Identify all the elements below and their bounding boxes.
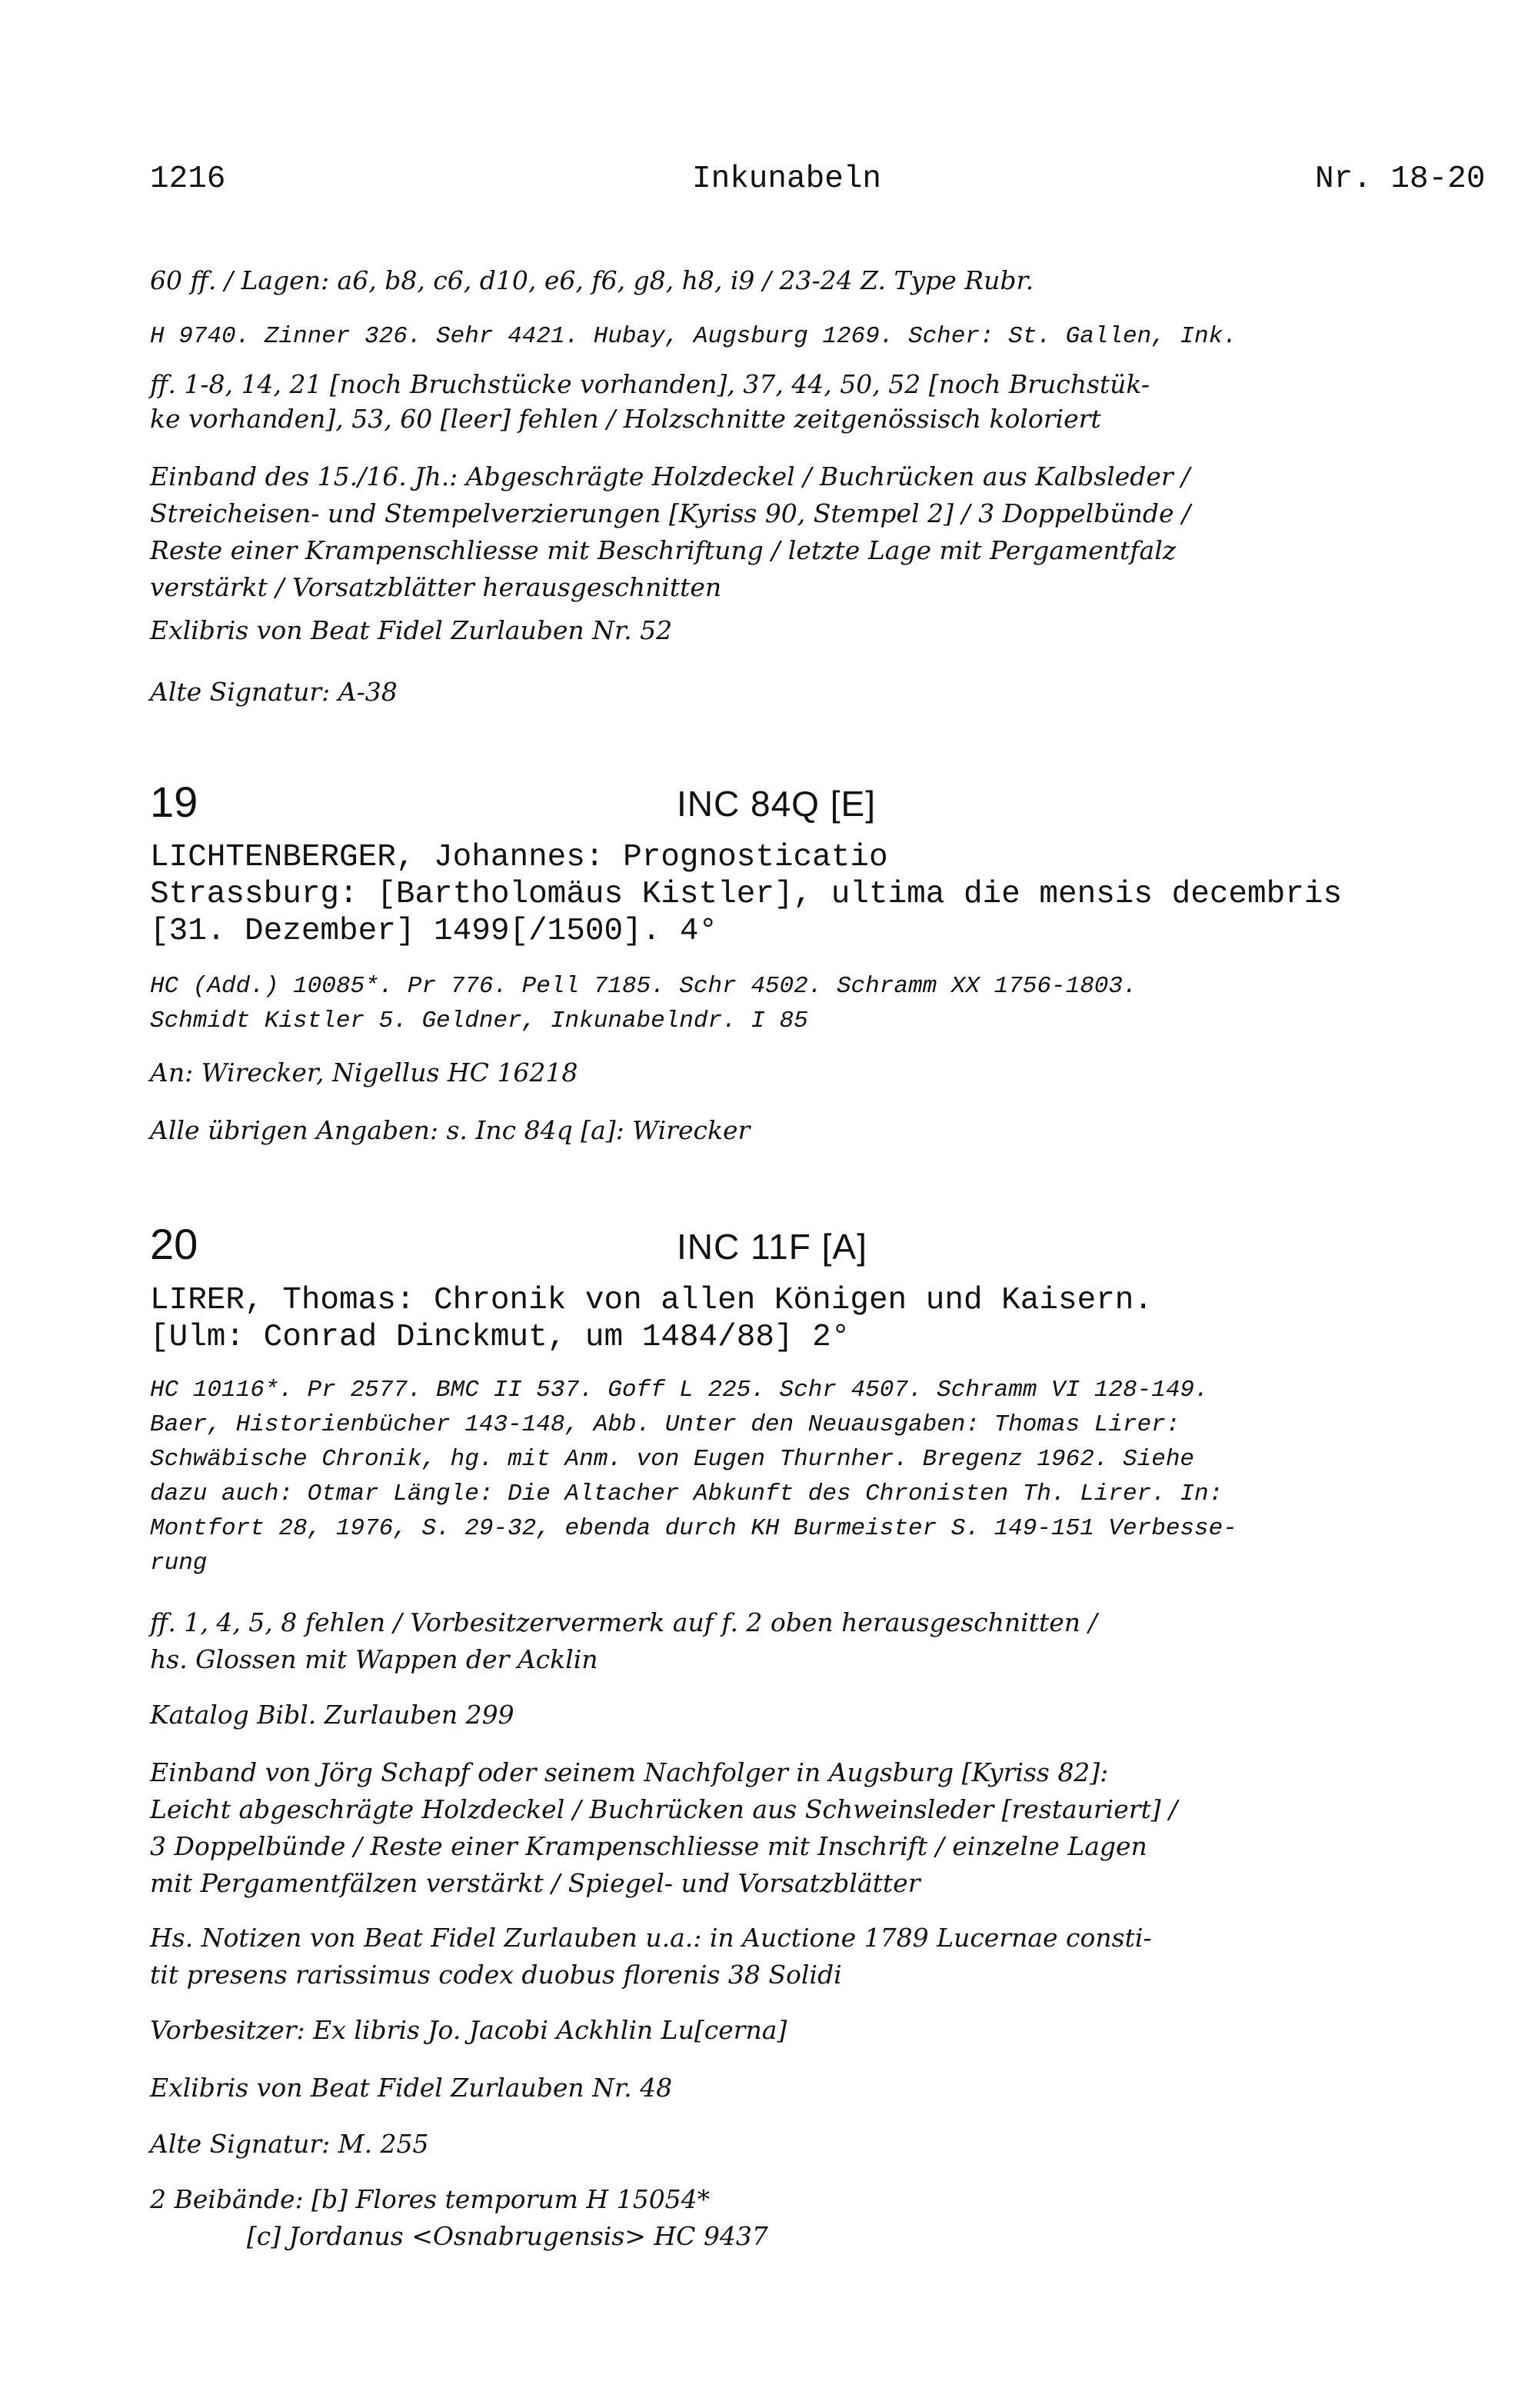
entry18-binding: Einband des 15./16. Jh.: Abgeschrägte Holzdeckel / Buchrücken aus Kalbsleder / (150, 461, 1190, 491)
entry20-refs: Montfort 28, 1976, S. 29-32, ebenda durch KH Burmeister S. 149-151 Verbesse- (150, 1515, 1237, 1542)
entry20-binding: Leicht abgeschrägte Holzdeckel / Buchrücken aus Schweinsleder [restauriert] / (150, 1794, 1178, 1824)
entry20-note: ff. 1, 4, 5, 8 fehlen / Vorbesitzervermerk auf f. 2 oben herausgeschnitten / (150, 1607, 1097, 1637)
entry18-binding: Streicheisen- und Stempelverzierungen [Kyriss 90, Stempel 2] / 3 Doppelbünde / (150, 498, 1191, 528)
entry20-binding: 3 Doppelbünde / Reste einer Krampenschliesse mit Inschrift / einzelne Lagen (150, 1831, 1147, 1861)
entry19-imprint: Strassburg: [Bartholomäus Kistler], ultima die mensis decembris (150, 877, 1343, 912)
entry20-number: 20 (150, 1220, 198, 1268)
entry19-number: 19 (150, 778, 198, 826)
entry20-catalog: Katalog Bibl. Zurlauben 299 (150, 1700, 514, 1730)
entry19-other-details: Alle übrigen Angaben: s. Inc 84q [a]: Wirecker (150, 1115, 751, 1145)
entry19-refs: Schmidt Kistler 5. Geldner, Inkunabelndr. I 85 (150, 1007, 808, 1034)
entry20-old-shelfmark: Alte Signatur: M. 255 (150, 2129, 429, 2159)
entry20-author-title: LIRER, Thomas: Chronik von allen Königen und Kaisern. (150, 1283, 1154, 1318)
entry18-exlibris: Exlibris von Beat Fidel Zurlauben Nr. 52 (150, 615, 673, 645)
entry20-refs: dazu auch: Otmar Längle: Die Altacher Abkunft des Chronisten Th. Lirer. In: (150, 1480, 1223, 1507)
entry20-manuscript-notes: tit presens rarissimus codex duobus florenis 38 Solidi (150, 1960, 842, 1990)
entry20-imprint: [Ulm: Conrad Dinckmut, um 1484/88] 2° (150, 1320, 851, 1355)
entry18-note: ke vorhanden], 53, 60 [leer] fehlen / Holzschnitte zeitgenössisch koloriert (150, 404, 1101, 434)
entry20-exlibris: Exlibris von Beat Fidel Zurlauben Nr. 48 (150, 2073, 673, 2103)
entry18-old-shelfmark: Alte Signatur: A-38 (150, 677, 398, 707)
entry20-call-number: INC 11F [A] (677, 1227, 867, 1267)
entry-range: Nr. 18-20 (1315, 162, 1486, 197)
entry19-author-title: LICHTENBERGER, Johannes: Prognosticatio (150, 840, 888, 875)
running-title: Inkunabeln (692, 162, 882, 197)
entry18-binding: Reste einer Krampenschliesse mit Beschriftung / letzte Lage mit Pergamentfalz (150, 535, 1177, 565)
entry20-bound-with: [c] Jordanus <Osnabrugensis> HC 9437 (150, 2221, 768, 2251)
entry18-refs: H 9740. Zinner 326. Sehr 4421. Hubay, Augsburg 1269. Scher: St. Gallen, Ink. (150, 323, 1237, 350)
entry20-provenance: Vorbesitzer: Ex libris Jo. Jacobi Ackhlin Lu[cerna] (150, 2015, 787, 2045)
entry18-collation: 60 ff. / Lagen: a6, b8, c6, d10, e6, f6, g8, h8, i9 / 23-24 Z. Type Rubr. (150, 265, 1034, 295)
entry20-refs: Baer, Historienbücher 143-148, Abb. Unter den Neuausgaben: Thomas Lirer: (150, 1411, 1180, 1438)
entry20-binding: Einband von Jörg Schapf oder seinem Nachfolger in Augsburg [Kyriss 82]: (150, 1757, 1109, 1787)
entry19-call-number: INC 84Q [E] (677, 784, 876, 824)
entry20-manuscript-notes: Hs. Notizen von Beat Fidel Zurlauben u.a.: in Auctione 1789 Lucernae consti- (150, 1923, 1152, 1953)
entry19-date: [31. Dezember] 1499[/1500]. 4° (150, 914, 718, 949)
entry18-note: ff. 1-8, 14, 21 [noch Bruchstücke vorhanden], 37, 44, 50, 52 [noch Bruchstük- (150, 369, 1150, 399)
entry20-refs: HC 10116*. Pr 2577. BMC II 537. Goff L 225. Schr 4507. Schramm VI 128-149. (150, 1377, 1209, 1404)
entry20-bound-with: 2 Beibände: [b] Flores temporum H 15054* (150, 2184, 711, 2214)
entry20-note: hs. Glossen mit Wappen der Acklin (150, 1644, 598, 1674)
entry19-bound-with: An: Wirecker, Nigellus HC 16218 (150, 1057, 578, 1087)
page-number: 1216 (150, 162, 226, 197)
entry20-refs: rung (150, 1550, 208, 1577)
entry20-binding: mit Pergamentfälzen verstärkt / Spiegel- und Vorsatzblätter (150, 1868, 920, 1898)
entry20-refs: Schwäbische Chronik, hg. mit Anm. von Eugen Thurnher. Bregenz 1962. Siehe (150, 1446, 1195, 1473)
entry19-refs: HC (Add.) 10085*. Pr 776. Pell 7185. Schr 4502. Schramm XX 1756-1803. (150, 973, 1137, 1000)
entry18-binding: verstärkt / Vorsatzblätter herausgeschnitten (150, 572, 722, 602)
